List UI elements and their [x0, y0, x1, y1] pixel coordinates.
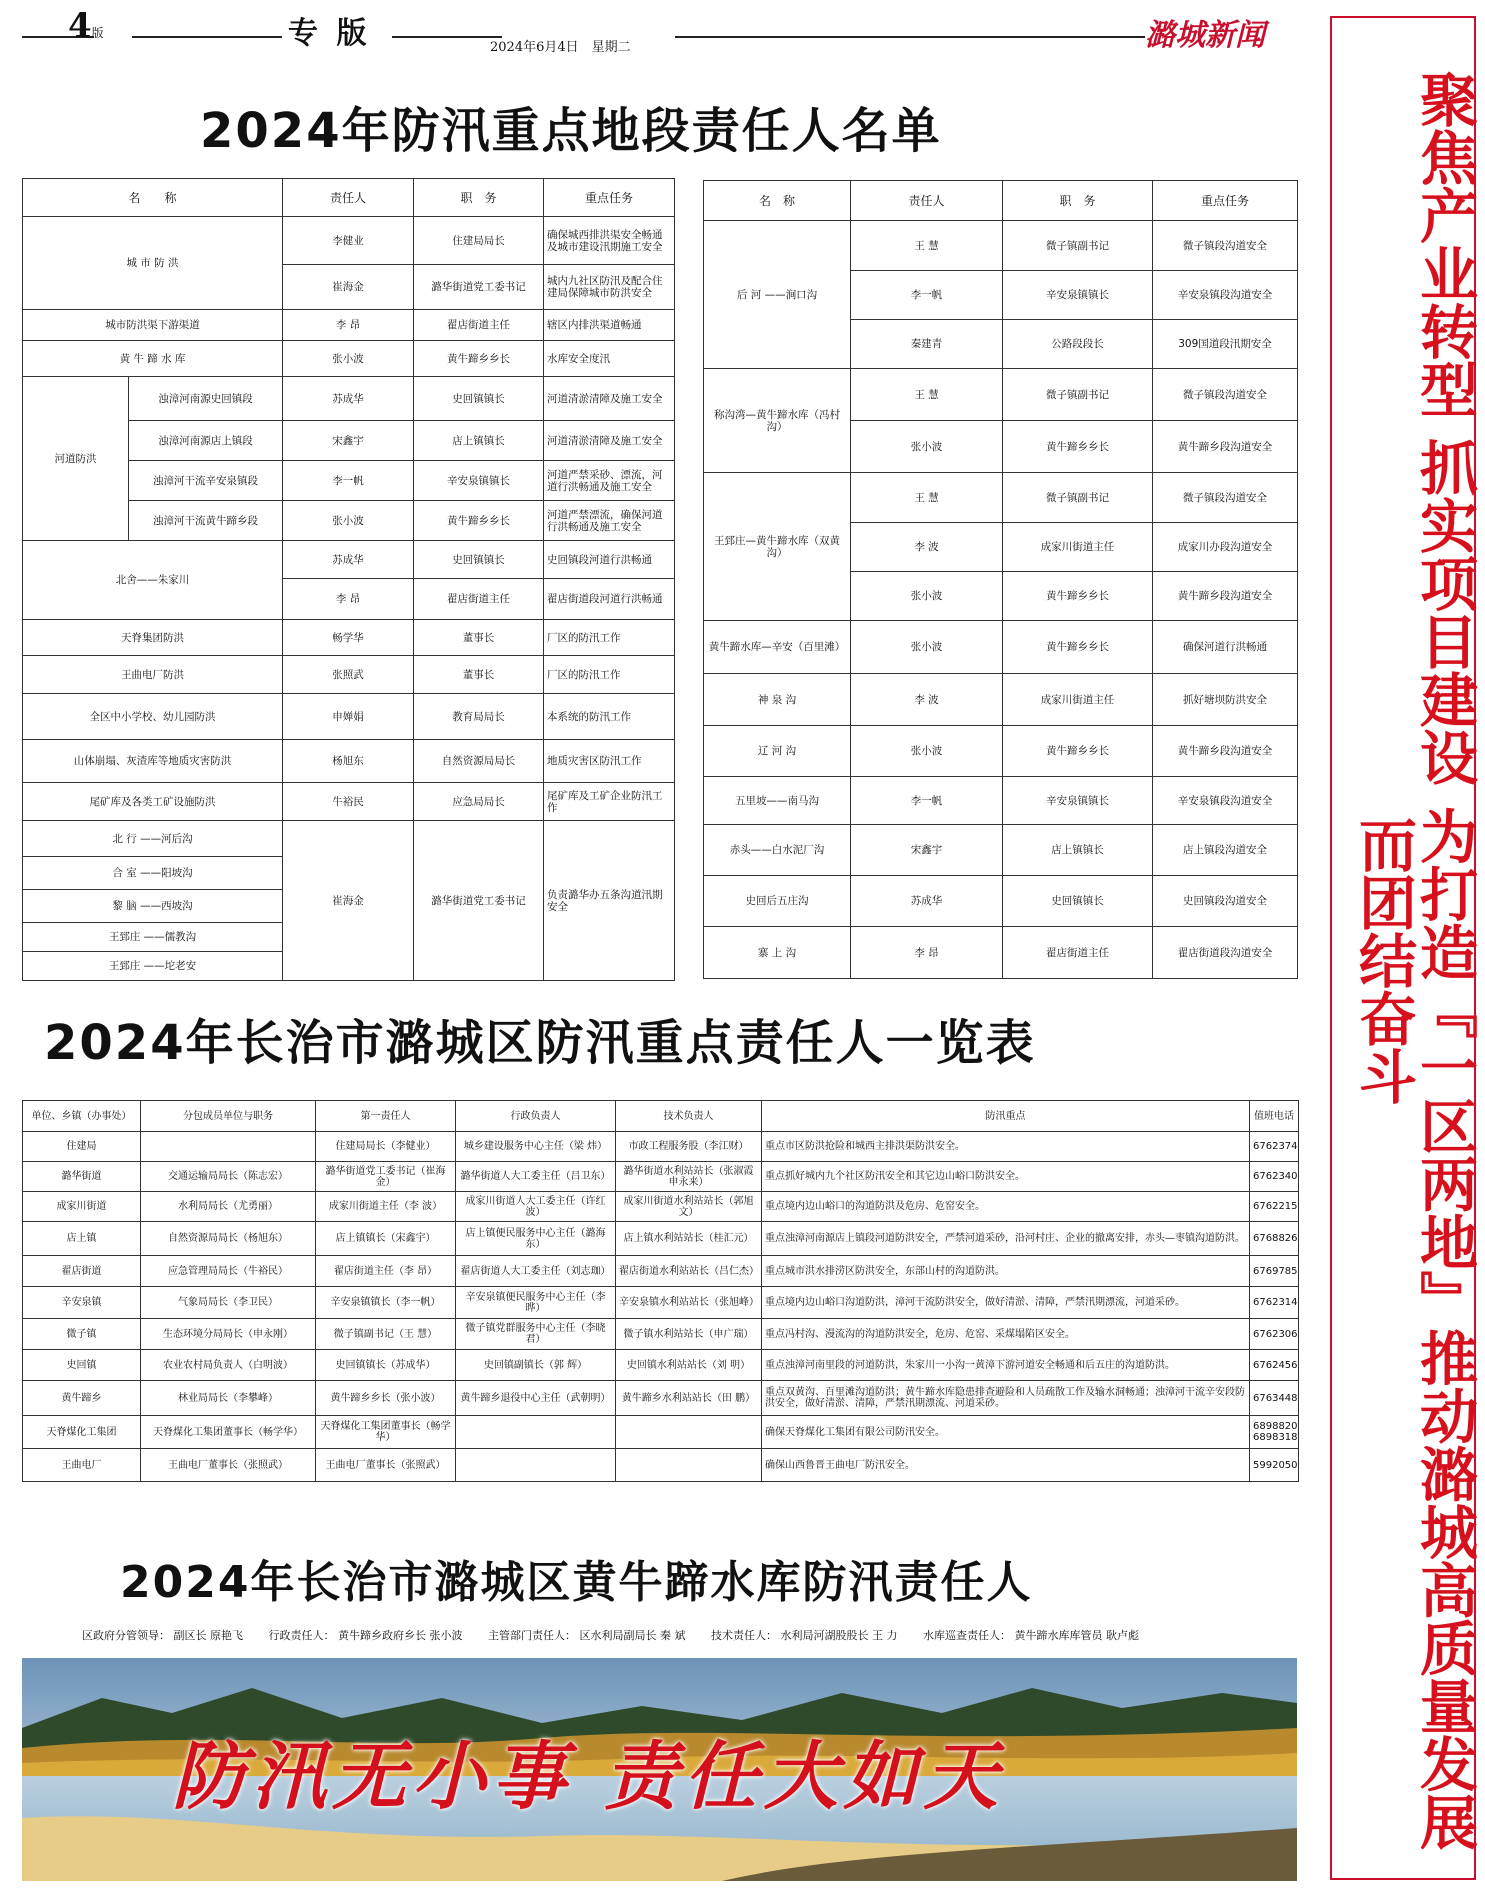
cell: 微子镇副书记: [1003, 369, 1153, 421]
cell: 李 昂: [283, 310, 414, 341]
cell: 黄牛蹄乡退役中心主任（武朝明）: [456, 1381, 616, 1416]
table-row: [704, 777, 1298, 825]
cell: 张小波: [283, 341, 414, 377]
cell: 城乡建设服务中心主任（梁 炜）: [456, 1132, 616, 1162]
cell: 浊漳河干流黄牛蹄乡段: [129, 501, 283, 541]
cell: 重点浊漳河南源店上镇段河道防洪安全，严禁河道采砂，沿河村庄、企业的撤离安排，赤头—枣镇沟道防洪。: [762, 1222, 1250, 1256]
cell: 李 昂: [851, 927, 1003, 979]
cell: 水库安全度汛: [544, 341, 675, 377]
col-person: 责任人: [851, 181, 1003, 221]
cell: 河道防洪: [23, 377, 129, 541]
cell: [456, 1416, 616, 1449]
cell: 自然资源局局长（杨旭东）: [141, 1222, 316, 1256]
cell: 尾矿库及工矿企业防汛工作: [544, 783, 675, 821]
cell: 城内九社区防汛及配合住建局保障城市防洪安全: [544, 265, 675, 310]
cell: 6898820 6898318: [1250, 1416, 1299, 1449]
table-header-row: [23, 179, 675, 217]
cell: 宋鑫宇: [283, 421, 414, 461]
cell: 微子镇段沟道安全: [1153, 473, 1298, 523]
cell: 黄牛蹄乡乡长: [414, 341, 544, 377]
cell: [141, 1132, 316, 1162]
cell: 崔海金: [283, 821, 414, 981]
table-row: [23, 1350, 1299, 1381]
newspaper-logo: 潞城新闻: [1145, 18, 1265, 53]
cell: 地质灾害区防汛工作: [544, 740, 675, 783]
cell: 成家川街道水利站站长（郭旭文）: [616, 1192, 762, 1222]
table-row: [23, 1381, 1299, 1416]
cell: 应急管理局局长（牛裕民）: [141, 1256, 316, 1287]
cell: 重点抓好城内九个社区防汛安全和其它边山峪口防洪安全。: [762, 1162, 1250, 1192]
cell: 张小波: [851, 621, 1003, 674]
cell: 309国道段汛期安全: [1153, 320, 1298, 369]
cell: 店上镇段沟道安全: [1153, 825, 1298, 876]
key-sections-table-left: [22, 178, 675, 981]
cell: 王 慧: [851, 473, 1003, 523]
cell: 张小波: [283, 501, 414, 541]
cell: 潞华街道水利站站长（张淑霞 申永来）: [616, 1162, 762, 1192]
cell: 重点境内边山峪口的沟道防洪及危房、危窑安全。: [762, 1192, 1250, 1222]
cell: 辛安泉镇镇长: [414, 461, 544, 501]
cell: 合 室 ——阳坡沟: [23, 857, 283, 890]
cell: 厂区的防汛工作: [544, 620, 675, 656]
cell: 天脊煤化工集团董事长（畅学华）: [141, 1416, 316, 1449]
cell: 6768826: [1250, 1222, 1299, 1256]
table-row: [23, 1192, 1299, 1222]
cell: 潞华街道人大工委主任（吕卫东）: [456, 1162, 616, 1192]
cell: [616, 1449, 762, 1482]
cell: 微子镇副书记: [1003, 473, 1153, 523]
cell: 微子镇副书记: [1003, 221, 1153, 271]
col-focus: 防汛重点: [762, 1101, 1250, 1132]
cell: 李健业: [283, 217, 414, 265]
cell: 翟店街道主任: [414, 310, 544, 341]
cell: 李 波: [851, 674, 1003, 726]
cell: 成家川街道主任（李 波）: [316, 1192, 456, 1222]
table-row: [23, 783, 675, 821]
landscape-banner: [22, 1658, 1297, 1881]
cell: 辛安泉镇水利站站长（张旭峰）: [616, 1287, 762, 1319]
cell: 住建局局长: [414, 217, 544, 265]
cell: 店上镇便民服务中心主任（潞海东）: [456, 1222, 616, 1256]
cell: 潞华街道党工委书记（崔海金）: [316, 1162, 456, 1192]
col-unit: 单位、乡镇（办事处）: [23, 1101, 141, 1132]
cell: 确保城西排洪渠安全畅通及城市建设汛期施工安全: [544, 217, 675, 265]
table-row: [23, 1449, 1299, 1482]
cell: 微子镇水利站站长（申广瑞）: [616, 1319, 762, 1350]
cell: 生态环境分局局长（申永刚）: [141, 1319, 316, 1350]
cell: 董事长: [414, 620, 544, 656]
cell: 张小波: [851, 421, 1003, 473]
cell: 辛安泉镇便民服务中心主任（李 晔）: [456, 1287, 616, 1319]
cell: 微子镇段沟道安全: [1153, 221, 1298, 271]
header-rule-mid: [132, 36, 282, 38]
cell: 王郅庄 ——坨老安: [23, 952, 283, 981]
header-rule-far-right: [675, 36, 1145, 38]
cell: 李一帆: [851, 777, 1003, 825]
cell: 黄牛蹄乡乡长: [414, 501, 544, 541]
cell: 苏成华: [283, 377, 414, 421]
cell: 重点市区防洪抢险和城西主排洪渠防洪安全。: [762, 1132, 1250, 1162]
cell: 重点境内边山峪口沟道防洪，漳河干流防洪安全，做好清淤、清障，严禁汛期漂流，河道采砂。: [762, 1287, 1250, 1319]
cell: 北 行 ——河后沟: [23, 821, 283, 857]
table-row: [23, 694, 675, 740]
duty-leader: 区政府分管领导： 副区长 原艳飞: [82, 1629, 243, 1642]
cell: 神 泉 沟: [704, 674, 851, 726]
section-title: 专 版: [288, 16, 371, 51]
cell: 辛安泉镇镇长（李一帆）: [316, 1287, 456, 1319]
cell: 店上镇: [23, 1222, 141, 1256]
cell: 河道清淤清障及施工安全: [544, 377, 675, 421]
table-row: [23, 1416, 1299, 1449]
cell: 杨旭东: [283, 740, 414, 783]
cell: 店上镇镇长（宋鑫宇）: [316, 1222, 456, 1256]
cell: 应急局局长: [414, 783, 544, 821]
cell: 确保河道行洪畅通: [1153, 621, 1298, 674]
cell: 辛安泉镇段沟道安全: [1153, 777, 1298, 825]
col-name: 名 称: [704, 181, 851, 221]
cell: 崔海金: [283, 265, 414, 310]
cell: 翟店街道段沟道安全: [1153, 927, 1298, 979]
cell: 交通运输局局长（陈志宏）: [141, 1162, 316, 1192]
duty-department: 主管部门责任人： 区水利局副局长 秦 斌: [488, 1629, 686, 1642]
table-row: [704, 927, 1298, 979]
table-row: [23, 541, 675, 579]
cell: 翟店街道水利站站长（吕仁杰）: [616, 1256, 762, 1287]
cell: 城 市 防 洪: [23, 217, 283, 310]
cell: 辛安泉镇段沟道安全: [1153, 271, 1298, 320]
cell: [456, 1449, 616, 1482]
cell: 黄 牛 蹄 水 库: [23, 341, 283, 377]
table-row: [23, 1162, 1299, 1192]
cell: 苏成华: [851, 876, 1003, 927]
cell: 寨 上 沟: [704, 927, 851, 979]
cell: 本系统的防汛工作: [544, 694, 675, 740]
cell: 6769785: [1250, 1256, 1299, 1287]
cell: 申婵娟: [283, 694, 414, 740]
table-row: [23, 310, 675, 341]
cell: 6762340: [1250, 1162, 1299, 1192]
cell: 史回镇副镇长（郭 辉）: [456, 1350, 616, 1381]
cell: 6762215: [1250, 1192, 1299, 1222]
col-member: 分包成员单位与职务: [141, 1101, 316, 1132]
cell: 翟店街道段河道行洪畅通: [544, 579, 675, 620]
title-responsibility-table: 2024年长治市潞城区防汛重点责任人一览表: [44, 1015, 1036, 1071]
cell: 王曲电厂防洪: [23, 656, 283, 694]
cell: 天脊煤化工集团: [23, 1416, 141, 1449]
col-task: 重点任务: [1153, 181, 1298, 221]
cell: 重点双黄沟、百里滩沟道防洪；黄牛蹄水库隐患排查避险和人员疏散工作及输水洞畅通；浊漳河干流辛安段防洪安全，做好清淤、清障，严禁汛期漂流、河道采砂。: [762, 1381, 1250, 1416]
cell: 教育局局长: [414, 694, 544, 740]
cell: 公路段段长: [1003, 320, 1153, 369]
cell: 后 河 ——涧口沟: [704, 221, 851, 369]
cell: 林业局局长（李攀峰）: [141, 1381, 316, 1416]
cell: 成家川街道主任: [1003, 523, 1153, 572]
table-row: [704, 726, 1298, 777]
cell: 史回镇镇长: [414, 377, 544, 421]
table-row: [704, 369, 1298, 421]
cell: 负责潞华办五条沟道汛期安全: [544, 821, 675, 981]
cell: 城市防洪渠下游渠道: [23, 310, 283, 341]
table-row: [23, 217, 675, 265]
table-row: [23, 656, 675, 694]
cell: 史回镇: [23, 1350, 141, 1381]
table-row: [23, 1287, 1299, 1319]
table-row: [23, 1256, 1299, 1287]
cell: 张照武: [283, 656, 414, 694]
cell: 史回镇段河道行洪畅通: [544, 541, 675, 579]
col-admin: 行政负责人: [456, 1101, 616, 1132]
cell: 潞华街道: [23, 1162, 141, 1192]
cell: 成家川街道: [23, 1192, 141, 1222]
table-row: [704, 221, 1298, 271]
cell: 6762306: [1250, 1319, 1299, 1350]
slogan: 防汛无小事 责任大如天: [172, 1734, 1004, 1820]
table-row: [704, 473, 1298, 523]
col-post: 职 务: [1003, 181, 1153, 221]
cell: 史回后五庄沟: [704, 876, 851, 927]
cell: 店上镇镇长: [1003, 825, 1153, 876]
table-row: [23, 620, 675, 656]
side-banner-text: 聚焦产业转型 抓实项目建设 为打造『一区两地』推动潞城高质量发展而团结奋斗: [1349, 69, 1478, 1851]
cell: 河道严禁采砂、漂流，河道行洪畅通及施工安全: [544, 461, 675, 501]
cell: 王 慧: [851, 369, 1003, 421]
col-phone: 值班电话: [1250, 1101, 1299, 1132]
page-number: 4版: [68, 6, 104, 46]
cell: 王 慧: [851, 221, 1003, 271]
cell: 黄牛蹄乡乡长: [1003, 726, 1153, 777]
table-row: [704, 674, 1298, 726]
cell: 史回镇段沟道安全: [1153, 876, 1298, 927]
cell: 王曲电厂: [23, 1449, 141, 1482]
table-row: [23, 1222, 1299, 1256]
cell: 翟店街道: [23, 1256, 141, 1287]
responsibility-table-body: [23, 1132, 1299, 1482]
cell: 黄牛蹄水库—辛安（百里滩）: [704, 621, 851, 674]
issue-date: 2024年6月4日 星期二: [490, 40, 631, 55]
cell: 确保山西鲁晋王曲电厂防汛安全。: [762, 1449, 1250, 1482]
title-reservoir: 2024年长治市潞城区黄牛蹄水库防汛责任人: [120, 1557, 1033, 1608]
table-row: [23, 1319, 1299, 1350]
col-person: 责任人: [283, 179, 414, 217]
cell: 黄牛蹄乡水利站站长（田 鹏）: [616, 1381, 762, 1416]
responsibility-table: [22, 1100, 1299, 1482]
table-header-row: [23, 1101, 1299, 1132]
cell: 王郅庄 ——儒教沟: [23, 923, 283, 952]
cell: 浊漳河南源店上镇段: [129, 421, 283, 461]
cell: 黄牛蹄乡乡长: [1003, 621, 1153, 674]
page-suffix: 版: [91, 26, 104, 40]
cell: 五里坡——南马沟: [704, 777, 851, 825]
cell: 史回镇镇长: [1003, 876, 1153, 927]
reservoir-duty-line: [82, 1627, 1161, 1643]
duty-technical: 技术责任人： 水利局河湖股股长 王 力: [711, 1629, 898, 1642]
cell: 苏成华: [283, 541, 414, 579]
cell: 黄牛蹄乡段沟道安全: [1153, 726, 1298, 777]
cell: 史回镇镇长（苏成华）: [316, 1350, 456, 1381]
cell: 黄牛蹄乡乡长: [1003, 572, 1153, 621]
cell: 店上镇镇长: [414, 421, 544, 461]
cell: 市政工程服务股（李江财）: [616, 1132, 762, 1162]
cell: 气象局局长（李卫民）: [141, 1287, 316, 1319]
col-task: 重点任务: [544, 179, 675, 217]
cell: 浊漳河南源史回镇段: [129, 377, 283, 421]
cell: 重点城市洪水排涝区防洪安全，东部山村的沟道防洪。: [762, 1256, 1250, 1287]
cell: 天脊集团防洪: [23, 620, 283, 656]
cell: 微子镇党群服务中心主任（李晓君）: [456, 1319, 616, 1350]
table-row: [704, 876, 1298, 927]
table-row: [23, 341, 675, 377]
cell: 微子镇: [23, 1319, 141, 1350]
side-banner: [1330, 16, 1476, 1880]
duty-admin: 行政责任人： 黄牛蹄乡政府乡长 张小波: [268, 1629, 463, 1642]
cell: 河道严禁漂流，确保河道行洪畅通及施工安全: [544, 501, 675, 541]
cell: 6762314: [1250, 1287, 1299, 1319]
cell: 抓好塘坝防洪安全: [1153, 674, 1298, 726]
cell: 张小波: [851, 726, 1003, 777]
cell: 重点冯村沟、漫流沟的沟道防洪安全，危房、危窑、采煤塌陷区安全。: [762, 1319, 1250, 1350]
cell: 秦建青: [851, 320, 1003, 369]
cell: 6763448: [1250, 1381, 1299, 1416]
cell: 住建局: [23, 1132, 141, 1162]
table-header-row: [704, 181, 1298, 221]
table-row: [704, 621, 1298, 674]
col-post: 职 务: [414, 179, 544, 217]
cell: 微子镇段沟道安全: [1153, 369, 1298, 421]
title-key-sections: 2024年防汛重点地段责任人名单: [200, 103, 942, 159]
cell: 辖区内排洪渠道畅通: [544, 310, 675, 341]
cell: 称沟湾—黄牛蹄水库（冯村沟）: [704, 369, 851, 473]
cell: 辛安泉镇镇长: [1003, 777, 1153, 825]
cell: 成家川办段沟道安全: [1153, 523, 1298, 572]
cell: 王郅庄—黄牛蹄水库（双黄沟）: [704, 473, 851, 621]
cell: 黄牛蹄乡: [23, 1381, 141, 1416]
cell: 水利局局长（尤勇丽）: [141, 1192, 316, 1222]
col-tech: 技术负责人: [616, 1101, 762, 1132]
cell: 浊漳河干流辛安泉镇段: [129, 461, 283, 501]
cell: [616, 1416, 762, 1449]
cell: 潞华街道党工委书记: [414, 821, 544, 981]
cell: 天脊煤化工集团董事长（畅学华）: [316, 1416, 456, 1449]
cell: 潞华街道党工委书记: [414, 265, 544, 310]
cell: 史回镇水利站站长（刘 明）: [616, 1350, 762, 1381]
table-row: [704, 825, 1298, 876]
duty-inspector: 水库巡查责任人： 黄牛蹄水库库管员 耿卢彪: [923, 1629, 1139, 1642]
cell: 6762374: [1250, 1132, 1299, 1162]
cell: 董事长: [414, 656, 544, 694]
cell: 河道清淤清障及施工安全: [544, 421, 675, 461]
cell: 农业农村局负责人（白明波）: [141, 1350, 316, 1381]
cell: 王曲电厂董事长（张照武）: [316, 1449, 456, 1482]
cell: 赤头——白水泥厂沟: [704, 825, 851, 876]
cell: 辽 河 沟: [704, 726, 851, 777]
cell: 翟店街道主任（李 昂）: [316, 1256, 456, 1287]
cell: 李一帆: [851, 271, 1003, 320]
cell: 张小波: [851, 572, 1003, 621]
cell: 牛裕民: [283, 783, 414, 821]
cell: 北舍——朱家川: [23, 541, 283, 620]
cell: 确保天脊煤化工集团有限公司防汛安全。: [762, 1416, 1250, 1449]
cell: 店上镇水利站站长（桂汇元）: [616, 1222, 762, 1256]
col-name: 名 称: [23, 179, 283, 217]
cell: 李一帆: [283, 461, 414, 501]
cell: 王曲电厂董事长（张照武）: [141, 1449, 316, 1482]
cell: 翟店街道主任: [1003, 927, 1153, 979]
cell: 黄牛蹄乡乡长: [1003, 421, 1153, 473]
cell: 尾矿库及各类工矿设施防洪: [23, 783, 283, 821]
table-row: [23, 740, 675, 783]
cell: 成家川街道主任: [1003, 674, 1153, 726]
cell: 辛安泉镇: [23, 1287, 141, 1319]
cell: 山体崩塌、灰渣库等地质灾害防洪: [23, 740, 283, 783]
cell: 黎 脑 ——西坡沟: [23, 890, 283, 923]
cell: 李 波: [851, 523, 1003, 572]
cell: 翟店街道主任: [414, 579, 544, 620]
cell: 翟店街道人大工委主任（刘志珈）: [456, 1256, 616, 1287]
cell: 李 昂: [283, 579, 414, 620]
cell: 宋鑫宇: [851, 825, 1003, 876]
table-row: [23, 821, 675, 857]
cell: 史回镇镇长: [414, 541, 544, 579]
cell: 微子镇副书记（王 慧）: [316, 1319, 456, 1350]
cell: 黄牛蹄乡段沟道安全: [1153, 572, 1298, 621]
cell: 住建局局长（李健业）: [316, 1132, 456, 1162]
col-first: 第一责任人: [316, 1101, 456, 1132]
cell: 黄牛蹄乡段沟道安全: [1153, 421, 1298, 473]
cell: 6762456: [1250, 1350, 1299, 1381]
header-rule-right: [392, 36, 502, 38]
cell: 全区中小学校、幼儿园防洪: [23, 694, 283, 740]
table-row: [23, 1132, 1299, 1162]
table-row: [23, 377, 675, 421]
cell: 畅学华: [283, 620, 414, 656]
cell: 厂区的防汛工作: [544, 656, 675, 694]
cell: 辛安泉镇镇长: [1003, 271, 1153, 320]
cell: 重点浊漳河南里段的河道防洪，朱家川一小沟一黄漳下游河道安全畅通和后五庄的沟道防洪。: [762, 1350, 1250, 1381]
cell: 成家川街道人大工委主任（许红波）: [456, 1192, 616, 1222]
cell: 自然资源局局长: [414, 740, 544, 783]
cell: 5992050: [1250, 1449, 1299, 1482]
cell: 黄牛蹄乡乡长（张小波）: [316, 1381, 456, 1416]
key-sections-table-right: [703, 180, 1298, 979]
